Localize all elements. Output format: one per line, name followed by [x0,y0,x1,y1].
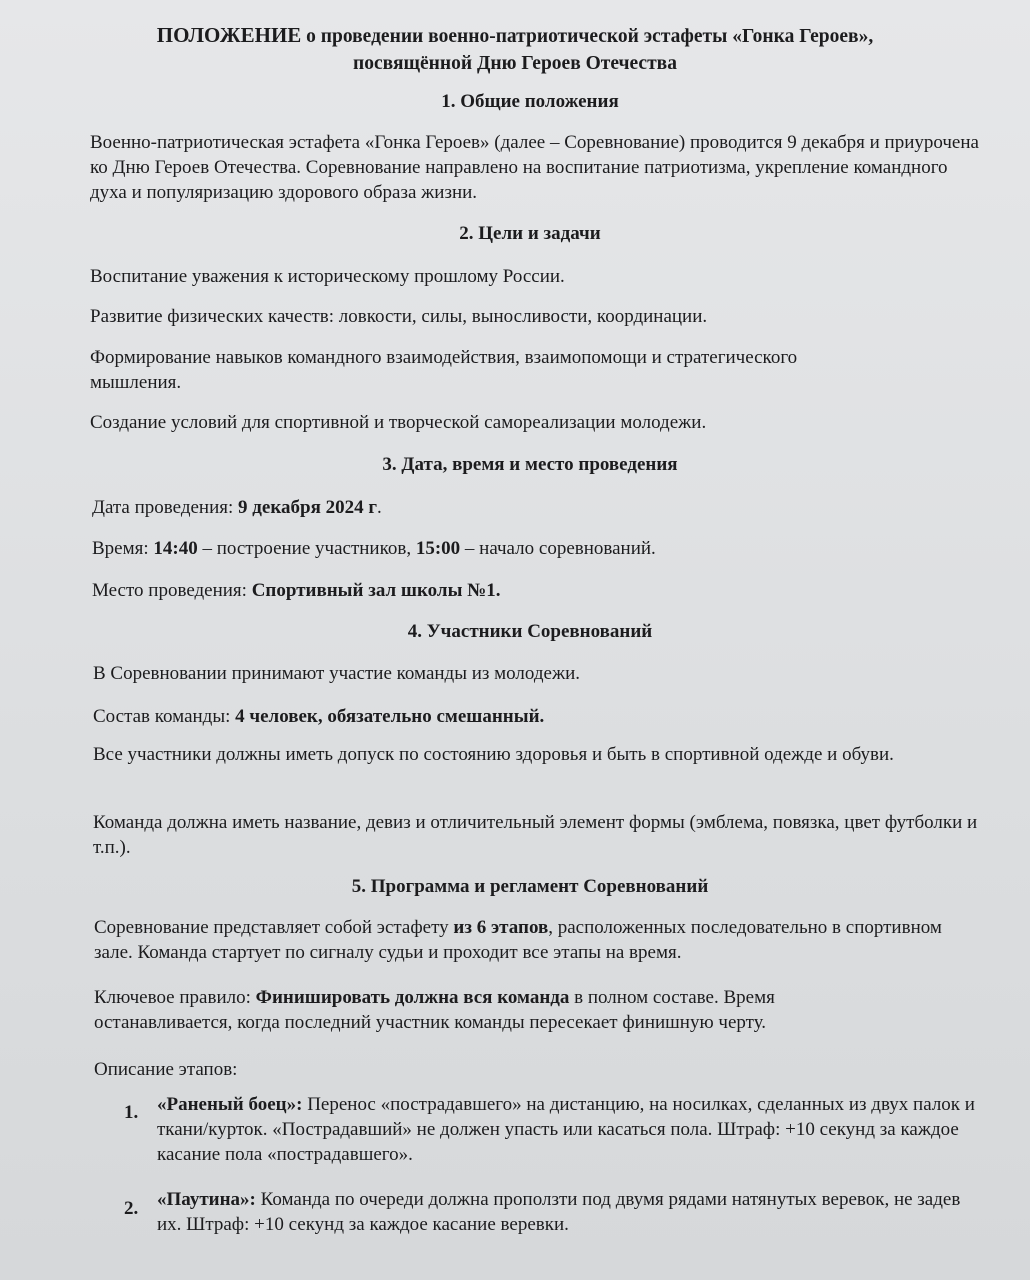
stage-1 [157,1092,982,1167]
date-end: . [376,497,382,518]
team-label: Состав команды: [93,706,236,727]
place-value: Спортивный зал школы №1. [251,580,501,601]
time-label: Время: [92,538,154,559]
section-4-heading: 4. Участники Соревнований [407,621,653,642]
goal-2: Развитие физических качеств: ловкости, силы, выносливости, координации. [90,306,708,327]
stages-intro: Описание этапов: [94,1059,238,1080]
goal-1: Воспитание уважения к историческому прошлому России. [90,266,565,287]
section-1-paragraph: Военно-патриотическая эстафета «Гонка Героев» (далее – Соревнование) проводится 9 декабря и приурочена ко Дню Героев Отечества. Соревнование направлено на воспитание патриотизма, укрепление командного духа и популяризацию здорового образа жизни. [90,132,979,203]
stage-1-text: Перенос «пострадавшего» на дистанцию, на носилках, сделанных из двух палок и ткани/курток. «Пострадавший» не должен упасть или касаться пола. Штраф: +10 секунд за каждое касание пола «пострадавшего». [157,1094,975,1165]
title-bold-word: ПОЛОЖЕНИЕ [156,23,302,47]
program-1-b: из 6 этапов [453,917,549,938]
title-line2: посвящённой Дню Героев Отечества [353,53,677,74]
program-1 [94,915,944,965]
stage-2 [157,1187,987,1237]
goal-3: Формирование навыков командного взаимодействия, взаимопомощи и стратегического мышления. [90,347,798,393]
stage-1-number: 1. [124,1102,139,1123]
program-1-c: , расположенных последовательно в спортивном зале. Команда стартует по сигналу судьи и проходит все этапы на время. [94,917,942,963]
document-title [60,22,970,77]
participants-4: Команда должна иметь название, девиз и отличительный элемент формы (эмблема, повязка, цвет футболки и т.п.). [93,812,978,858]
section-5-heading: 5. Программа и регламент Соревнований [351,876,709,897]
time-2: 15:00 [415,538,461,559]
place-label: Место проведения: [92,580,252,601]
key-rule [94,985,874,1035]
key-rule-bold: Финишировать должна вся команда [255,987,570,1008]
time-2-text: – начало соревнований. [460,538,656,559]
team-value: 4 человек, обязательно смешанный. [235,706,545,727]
event-time [92,536,982,561]
key-rule-label: Ключевое правило: [94,987,256,1008]
time-1-text: – построение участников, [197,538,416,559]
date-value: 9 декабря 2024 г [238,497,377,518]
event-date [92,495,982,520]
event-place [92,578,982,603]
stage-2-text: Команда по очереди должна проползти под двумя рядами натянутых веревок, не задев их. Штраф: +10 секунд за каждое касание веревки. [157,1189,961,1235]
date-label: Дата проведения: [92,497,239,518]
stage-2-number: 2. [124,1198,139,1219]
title-line1-rest: о проведении военно-патриотической эстафеты «Гонка Героев», [301,26,874,47]
team-composition [93,704,983,729]
section-3-heading: 3. Дата, время и место проведения [382,454,678,475]
participants-1: В Соревновании принимают участие команды из молодежи. [93,663,581,684]
time-1: 14:40 [153,538,198,559]
stage-1-name: «Раненый боец»: [157,1094,303,1115]
program-1-a: Соревнование представляет собой эстафету [94,917,454,938]
section-1-heading: 1. Общие положения [441,91,619,112]
participants-3: Все участники должны иметь допуск по состоянию здоровья и быть в спортивной одежде и обуви. [93,744,894,765]
stage-2-name: «Паутина»: [157,1189,256,1210]
goal-4: Создание условий для спортивной и творческой самореализации молодежи. [90,412,707,433]
section-2-heading: 2. Цели и задачи [459,223,601,244]
key-rule-rest: в полном составе. Время останавливается, когда последний участник команды пересекает финишную черту. [94,987,775,1033]
